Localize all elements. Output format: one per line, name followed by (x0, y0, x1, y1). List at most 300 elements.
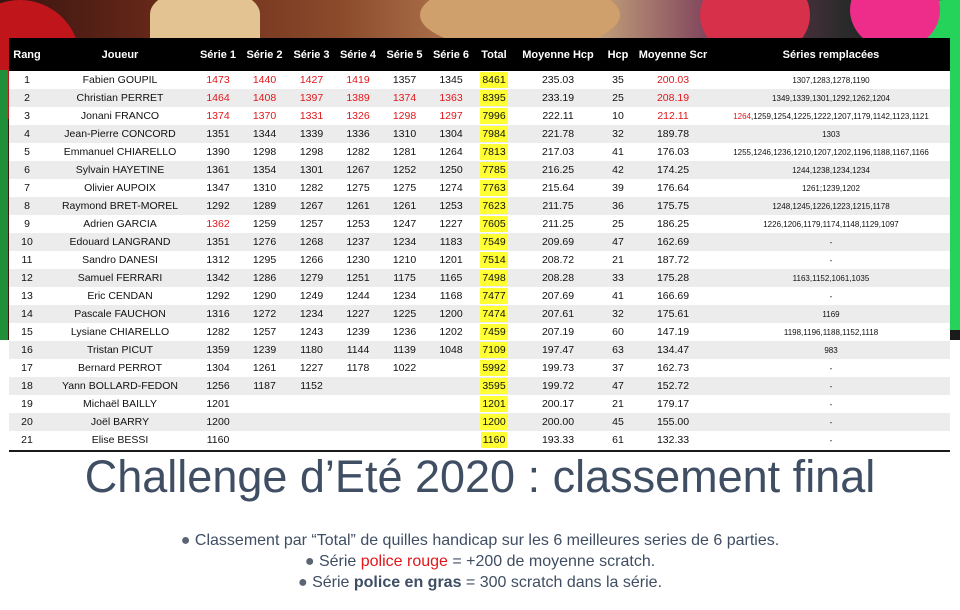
cell-joueur: Eric CENDAN (45, 287, 195, 305)
cell-rang: 21 (9, 431, 45, 449)
cell-s5: 1022 (381, 359, 428, 377)
cell-remplacees (712, 125, 950, 143)
total-highlight: 7459 (482, 326, 506, 338)
column-header: Rang (9, 38, 45, 71)
cell-s4 (335, 413, 381, 431)
cell-s4: 1178 (335, 359, 381, 377)
cell-total (474, 395, 514, 413)
replaced-series-text: - (829, 417, 833, 427)
cell-s2: 1370 (241, 107, 288, 125)
cell-rang: 10 (9, 233, 45, 251)
total-highlight: 7514 (482, 254, 506, 266)
cell-s6: 1165 (428, 269, 474, 287)
replaced-series-text: 1163,1152,1061,1035 (792, 273, 870, 283)
cell-s4: 1227 (335, 305, 381, 323)
cell-s3 (288, 413, 335, 431)
cell-joueur: Michaël BAILLY (45, 395, 195, 413)
cell-s5 (381, 413, 428, 431)
replaced-series-text: 1349,1339,1301,1292,1262,1204 (772, 93, 890, 103)
table-row (9, 71, 950, 89)
cell-moy-hcp: 200.00 (514, 413, 602, 431)
total-highlight: 8461 (482, 74, 506, 86)
cell-s6 (428, 431, 474, 449)
cell-s2: 1276 (241, 233, 288, 251)
cell-s5: 1234 (381, 233, 428, 251)
replaced-series-text: 1255,1246,1236,1210,1207,1202,1196,1188,1167,1166 (733, 147, 929, 157)
table-row (9, 125, 950, 143)
cell-s6 (428, 359, 474, 377)
cell-s3: 1234 (288, 305, 335, 323)
cell-s2: 1354 (241, 161, 288, 179)
cell-total (474, 179, 514, 197)
note-line-2: ● Série police rouge = +200 de moyenne scratch. (304, 553, 656, 570)
cell-s6: 1253 (428, 197, 474, 215)
cell-s6: 1201 (428, 251, 474, 269)
cell-remplacees (712, 395, 950, 413)
cell-total (474, 377, 514, 395)
cell-s4 (335, 377, 381, 395)
cell-s5 (381, 395, 428, 413)
cell-hcp: 25 (602, 89, 634, 107)
cell-s5: 1236 (381, 323, 428, 341)
total-highlight: 7549 (482, 236, 506, 248)
cell-rang: 16 (9, 341, 45, 359)
replaced-series-text: - (829, 237, 833, 247)
cell-moy-hcp: 216.25 (514, 161, 602, 179)
cell-s1: 1200 (195, 413, 241, 431)
cell-joueur: Sylvain HAYETINE (45, 161, 195, 179)
cell-total (474, 305, 514, 323)
note-line-3: ● Série police en gras = 300 scratch dans la série. (297, 574, 663, 591)
table-row (9, 233, 950, 251)
cell-s3: 1152 (288, 377, 335, 395)
cell-moy-scr: 212.11 (634, 107, 712, 125)
cell-s2: 1239 (241, 341, 288, 359)
cell-moy-scr: 176.64 (634, 179, 712, 197)
cell-remplacees (712, 197, 950, 215)
cell-s3: 1279 (288, 269, 335, 287)
cell-hcp: 39 (602, 179, 634, 197)
cell-joueur: Adrien GARCIA (45, 215, 195, 233)
cell-moy-scr: 208.19 (634, 89, 712, 107)
cell-moy-hcp: 217.03 (514, 143, 602, 161)
cell-moy-scr: 200.03 (634, 71, 712, 89)
cell-total (474, 413, 514, 431)
cell-total (474, 341, 514, 359)
cell-rang: 8 (9, 197, 45, 215)
cell-s2: 1290 (241, 287, 288, 305)
cell-rang: 13 (9, 287, 45, 305)
cell-joueur: Joël BARRY (45, 413, 195, 431)
cell-s6 (428, 395, 474, 413)
total-highlight: 7984 (482, 128, 506, 140)
cell-moy-scr: 176.03 (634, 143, 712, 161)
cell-s6: 1200 (428, 305, 474, 323)
cell-s5: 1175 (381, 269, 428, 287)
cell-s4: 1336 (335, 125, 381, 143)
cell-moy-scr: 134.47 (634, 341, 712, 359)
total-highlight: 7498 (482, 272, 506, 284)
cell-joueur: Lysiane CHIARELLO (45, 323, 195, 341)
cell-moy-hcp: 215.64 (514, 179, 602, 197)
cell-moy-hcp: 207.69 (514, 287, 602, 305)
cell-s1: 1304 (195, 359, 241, 377)
cell-hcp: 21 (602, 251, 634, 269)
cell-s1: 1347 (195, 179, 241, 197)
cell-rang: 18 (9, 377, 45, 395)
total-highlight: 7623 (482, 200, 506, 212)
cell-hcp: 36 (602, 197, 634, 215)
cell-s3: 1243 (288, 323, 335, 341)
cell-rang: 2 (9, 89, 45, 107)
cell-moy-hcp: 233.19 (514, 89, 602, 107)
cell-s2: 1295 (241, 251, 288, 269)
cell-s3: 1266 (288, 251, 335, 269)
cell-joueur: Raymond BRET-MOREL (45, 197, 195, 215)
cell-s1: 1473 (195, 71, 241, 89)
cell-s2: 1408 (241, 89, 288, 107)
cell-hcp: 47 (602, 377, 634, 395)
table-row (9, 107, 950, 125)
table-row (9, 269, 950, 287)
cell-s4: 1326 (335, 107, 381, 125)
cell-s1: 1374 (195, 107, 241, 125)
cell-s1: 1256 (195, 377, 241, 395)
cell-total (474, 287, 514, 305)
cell-moy-hcp: 211.75 (514, 197, 602, 215)
cell-moy-scr: 155.00 (634, 413, 712, 431)
cell-s2 (241, 413, 288, 431)
cell-joueur: Pascale FAUCHON (45, 305, 195, 323)
total-highlight: 3595 (482, 380, 506, 392)
column-header: Total (474, 38, 514, 71)
cell-rang: 14 (9, 305, 45, 323)
cell-s3: 1298 (288, 143, 335, 161)
cell-hcp: 37 (602, 359, 634, 377)
cell-s3: 1180 (288, 341, 335, 359)
cell-s4: 1251 (335, 269, 381, 287)
table-header-row (9, 38, 950, 71)
cell-total (474, 269, 514, 287)
cell-s2: 1286 (241, 269, 288, 287)
total-highlight: 7785 (482, 164, 506, 176)
cell-s1: 1201 (195, 395, 241, 413)
cell-joueur: Bernard PERROT (45, 359, 195, 377)
replaced-series-text: - (829, 363, 833, 373)
bullet-icon: ● (180, 532, 191, 549)
cell-s5 (381, 377, 428, 395)
cell-rang: 6 (9, 161, 45, 179)
cell-moy-scr: 186.25 (634, 215, 712, 233)
cell-s5: 1225 (381, 305, 428, 323)
cell-remplacees (712, 287, 950, 305)
replaced-series-text: - (829, 291, 833, 301)
table-row (9, 305, 950, 323)
cell-s4: 1237 (335, 233, 381, 251)
total-highlight: 7763 (482, 182, 506, 194)
table-row (9, 179, 950, 197)
cell-remplacees (712, 269, 950, 287)
cell-joueur: Emmanuel CHIARELLO (45, 143, 195, 161)
replaced-series-text: 1244,1238,1234,1234 (792, 165, 870, 175)
ranking-table (9, 38, 950, 449)
cell-s6: 1345 (428, 71, 474, 89)
cell-s3: 1268 (288, 233, 335, 251)
cell-remplacees (712, 431, 950, 449)
cell-s4: 1230 (335, 251, 381, 269)
cell-rang: 12 (9, 269, 45, 287)
total-highlight: 1200 (482, 416, 506, 428)
cell-hcp: 35 (602, 71, 634, 89)
cell-remplacees (712, 89, 950, 107)
cell-moy-hcp: 207.61 (514, 305, 602, 323)
replaced-series-text: 1307,1283,1278,1190 (792, 75, 870, 85)
cell-moy-hcp: 199.72 (514, 377, 602, 395)
cell-joueur: Yann BOLLARD-FEDON (45, 377, 195, 395)
cell-moy-scr: 187.72 (634, 251, 712, 269)
cell-s6: 1363 (428, 89, 474, 107)
cell-s4: 1419 (335, 71, 381, 89)
column-header: Série 2 (241, 38, 288, 71)
cell-rang: 19 (9, 395, 45, 413)
cell-s6: 1264 (428, 143, 474, 161)
cell-rang: 20 (9, 413, 45, 431)
cell-s4: 1253 (335, 215, 381, 233)
cell-total (474, 71, 514, 89)
cell-remplacees (712, 71, 950, 89)
cell-total (474, 215, 514, 233)
column-header: Série 3 (288, 38, 335, 71)
total-highlight: 7109 (482, 344, 506, 356)
cell-total (474, 359, 514, 377)
bullet-icon: ● (297, 574, 308, 591)
cell-joueur: Jonani FRANCO (45, 107, 195, 125)
cell-s1: 1292 (195, 197, 241, 215)
table-row (9, 341, 950, 359)
column-header: Série 4 (335, 38, 381, 71)
cell-rang: 3 (9, 107, 45, 125)
cell-s6 (428, 413, 474, 431)
cell-hcp: 42 (602, 161, 634, 179)
cell-s4: 1267 (335, 161, 381, 179)
cell-joueur: Christian PERRET (45, 89, 195, 107)
cell-s1: 1351 (195, 233, 241, 251)
cell-moy-scr: 175.28 (634, 269, 712, 287)
cell-s6: 1048 (428, 341, 474, 359)
cell-s4: 1275 (335, 179, 381, 197)
cell-s3: 1339 (288, 125, 335, 143)
cell-joueur: Elise BESSI (45, 431, 195, 449)
table-row (9, 197, 950, 215)
cell-s4: 1244 (335, 287, 381, 305)
cell-s5: 1275 (381, 179, 428, 197)
cell-moy-scr: 174.25 (634, 161, 712, 179)
cell-moy-scr: 132.33 (634, 431, 712, 449)
cell-hcp: 10 (602, 107, 634, 125)
cell-rang: 4 (9, 125, 45, 143)
cell-s6: 1274 (428, 179, 474, 197)
cell-remplacees (712, 161, 950, 179)
cell-s4: 1389 (335, 89, 381, 107)
cell-remplacees (712, 377, 950, 395)
cell-s6: 1297 (428, 107, 474, 125)
cell-moy-scr: 175.61 (634, 305, 712, 323)
cell-moy-hcp: 208.72 (514, 251, 602, 269)
cell-remplacees (712, 251, 950, 269)
cell-s1: 1362 (195, 215, 241, 233)
cell-s1: 1282 (195, 323, 241, 341)
replaced-series-text: - (829, 255, 833, 265)
cell-total (474, 89, 514, 107)
red-series-value: 1264 (733, 111, 751, 121)
cell-s5: 1298 (381, 107, 428, 125)
cell-remplacees (712, 413, 950, 431)
cell-s3: 1301 (288, 161, 335, 179)
cell-rang: 11 (9, 251, 45, 269)
cell-total (474, 251, 514, 269)
cell-s5: 1281 (381, 143, 428, 161)
cell-s3: 1397 (288, 89, 335, 107)
cell-remplacees (712, 143, 950, 161)
cell-total (474, 323, 514, 341)
cell-s1: 1160 (195, 431, 241, 449)
cell-s6: 1304 (428, 125, 474, 143)
cell-hcp: 25 (602, 215, 634, 233)
total-highlight: 7477 (482, 290, 506, 302)
cell-joueur: Sandro DANESI (45, 251, 195, 269)
column-header: Séries remplacées (712, 38, 950, 71)
cell-moy-scr: 162.69 (634, 233, 712, 251)
cell-s1: 1312 (195, 251, 241, 269)
cell-s3: 1331 (288, 107, 335, 125)
cell-rang: 15 (9, 323, 45, 341)
cell-remplacees (712, 233, 950, 251)
cell-moy-hcp: 211.25 (514, 215, 602, 233)
cell-joueur: Edouard LANGRAND (45, 233, 195, 251)
cell-moy-scr: 179.17 (634, 395, 712, 413)
cell-hcp: 32 (602, 305, 634, 323)
cell-hcp: 61 (602, 431, 634, 449)
cell-s2 (241, 395, 288, 413)
column-header: Moyenne Hcp (514, 38, 602, 71)
cell-s2: 1440 (241, 71, 288, 89)
cell-remplacees (712, 215, 950, 233)
cell-s2 (241, 431, 288, 449)
table-row (9, 431, 950, 449)
cell-s3: 1267 (288, 197, 335, 215)
cell-hcp: 32 (602, 125, 634, 143)
replaced-series-text: - (829, 435, 833, 445)
cell-moy-hcp: 221.78 (514, 125, 602, 143)
cell-s2: 1289 (241, 197, 288, 215)
cell-joueur: Fabien GOUPIL (45, 71, 195, 89)
cell-s4: 1282 (335, 143, 381, 161)
cell-joueur: Olivier AUPOIX (45, 179, 195, 197)
replaced-series-text: 1169 (822, 309, 840, 319)
cell-s6: 1168 (428, 287, 474, 305)
total-highlight: 1160 (482, 434, 506, 446)
cell-rang: 7 (9, 179, 45, 197)
total-highlight: 7996 (482, 110, 506, 122)
cell-s3: 1282 (288, 179, 335, 197)
table-row (9, 395, 950, 413)
cell-joueur: Jean-Pierre CONCORD (45, 125, 195, 143)
cell-s5: 1252 (381, 161, 428, 179)
cell-moy-scr: 147.19 (634, 323, 712, 341)
cell-s1: 1361 (195, 161, 241, 179)
cell-s2: 1261 (241, 359, 288, 377)
cell-s5: 1310 (381, 125, 428, 143)
cell-moy-scr: 152.72 (634, 377, 712, 395)
note-line-1: ● Classement par “Total” de quilles handicap sur les 6 meilleures series de 6 parties. (180, 532, 780, 549)
cell-total (474, 197, 514, 215)
column-header: Moyenne Scr (634, 38, 712, 71)
replaced-series-text: 1226,1206,1179,1174,1148,1129,1097 (763, 219, 899, 229)
cell-s3 (288, 395, 335, 413)
cell-s6: 1202 (428, 323, 474, 341)
column-header: Série 1 (195, 38, 241, 71)
cell-hcp: 21 (602, 395, 634, 413)
cell-joueur: Samuel FERRARI (45, 269, 195, 287)
cell-s1: 1292 (195, 287, 241, 305)
table-row (9, 143, 950, 161)
cell-moy-scr: 175.75 (634, 197, 712, 215)
cell-hcp: 60 (602, 323, 634, 341)
cell-s2: 1272 (241, 305, 288, 323)
cell-hcp: 41 (602, 287, 634, 305)
total-highlight: 8395 (482, 92, 506, 104)
cell-rang: 17 (9, 359, 45, 377)
cell-rang: 9 (9, 215, 45, 233)
cell-moy-scr: 189.78 (634, 125, 712, 143)
cell-s4 (335, 431, 381, 449)
cell-rang: 1 (9, 71, 45, 89)
cell-s1: 1390 (195, 143, 241, 161)
cell-remplacees (712, 179, 950, 197)
total-highlight: 5992 (482, 362, 506, 374)
cell-s5: 1139 (381, 341, 428, 359)
replaced-series-text: 1198,1196,1188,1152,1118 (783, 327, 879, 337)
replaced-series-text: 1303 (822, 129, 840, 139)
cell-hcp: 47 (602, 233, 634, 251)
cell-total (474, 107, 514, 125)
cell-remplacees (712, 359, 950, 377)
cell-s4 (335, 395, 381, 413)
cell-s2: 1259 (241, 215, 288, 233)
cell-s1: 1464 (195, 89, 241, 107)
replaced-series-text: - (829, 399, 833, 409)
cell-s2: 1310 (241, 179, 288, 197)
cell-s6: 1183 (428, 233, 474, 251)
total-highlight: 7605 (482, 218, 506, 230)
cell-remplacees (712, 107, 950, 125)
bullet-icon: ● (304, 553, 315, 570)
cell-moy-hcp: 209.69 (514, 233, 602, 251)
replaced-series-text: 1261;1239,1202 (802, 183, 860, 193)
table-row (9, 323, 950, 341)
cell-s1: 1359 (195, 341, 241, 359)
table-row (9, 215, 950, 233)
cell-s5 (381, 431, 428, 449)
cell-joueur: Tristan PICUT (45, 341, 195, 359)
cell-remplacees (712, 305, 950, 323)
table-row (9, 161, 950, 179)
cell-remplacees (712, 341, 950, 359)
cell-total (474, 143, 514, 161)
cell-hcp: 45 (602, 413, 634, 431)
cell-moy-hcp: 222.11 (514, 107, 602, 125)
cell-s2: 1187 (241, 377, 288, 395)
